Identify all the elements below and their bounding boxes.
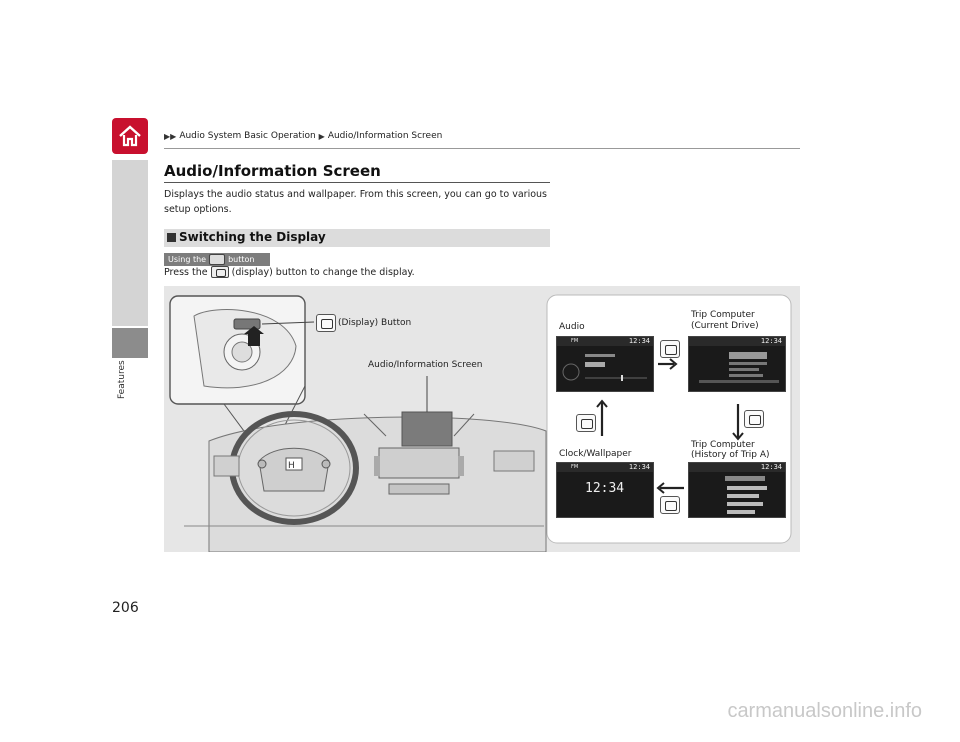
screen-clock: 12:34 [760,463,782,471]
display-button-label: (Display) Button [338,318,412,328]
screen-clock: 12:34 [760,337,782,345]
press-instruction [164,266,415,278]
display-button-icon [209,254,225,265]
trip-history-label-line2: (History of Trip A) [691,450,770,460]
band-label: FM [571,464,579,470]
section-title: Switching the Display [179,230,326,244]
screen-clock: 12:34 [628,337,650,345]
sidebar-tab-features[interactable] [112,328,148,358]
using-suffix: button [228,255,255,264]
breadcrumb-item[interactable]: Audio/Information Screen [327,131,443,141]
intro-text: Displays the audio status and wallpaper. From this screen, you can go to various setup options. [164,189,547,215]
trip-current-content [689,346,787,393]
press-prefix: Press the [164,266,208,278]
watermark: carmanualsonline.info [727,700,922,722]
breadcrumb-arrow-icon: ▶ [318,131,325,141]
clock-big: 12:34 [585,481,625,496]
trip-history-label-line1: Trip Computer [691,440,755,450]
breadcrumb-item[interactable]: Audio System Basic Operation [179,131,316,141]
display-button-icon [744,410,764,428]
press-suffix: (display) button to change the display. [231,266,415,278]
audio-screen [556,336,654,392]
trip-current-label-line1: Trip Computer [691,310,755,320]
display-button-icon [660,496,680,514]
band-label: FM [571,338,579,344]
trip-current-label-line2: (Current Drive) [691,321,759,331]
trip-history-screen [688,462,786,518]
trip-current-screen [688,336,786,392]
dashboard-figure [164,286,800,552]
header-rule [164,148,800,149]
trip-history-content [689,472,787,519]
home-icon [116,122,144,150]
home-button[interactable] [112,118,148,154]
display-button-icon [576,414,596,432]
breadcrumb-arrow-icon: ▶▶ [164,131,177,141]
sidebar-section-label: Features [117,360,127,399]
screen-clock: 12:34 [628,463,650,471]
page-number: 206 [112,600,139,616]
breadcrumb [164,131,442,141]
page-title: Audio/Information Screen [164,162,381,180]
display-button-icon [316,314,336,332]
title-rule [164,182,550,183]
display-button-icon [660,340,680,358]
display-button-icon [211,266,229,278]
svg-text:H: H [288,461,295,471]
clock-label: Clock/Wallpaper [559,449,632,459]
section-header [164,229,550,247]
using-button-tag [164,253,270,266]
using-prefix: Using the [168,255,207,264]
screen-label: Audio/Information Screen [368,360,483,370]
audio-label: Audio [559,322,585,332]
audio-screen-content [557,346,655,393]
sidebar-bar [112,160,148,326]
section-square-icon [167,233,176,242]
clock-screen [556,462,654,518]
